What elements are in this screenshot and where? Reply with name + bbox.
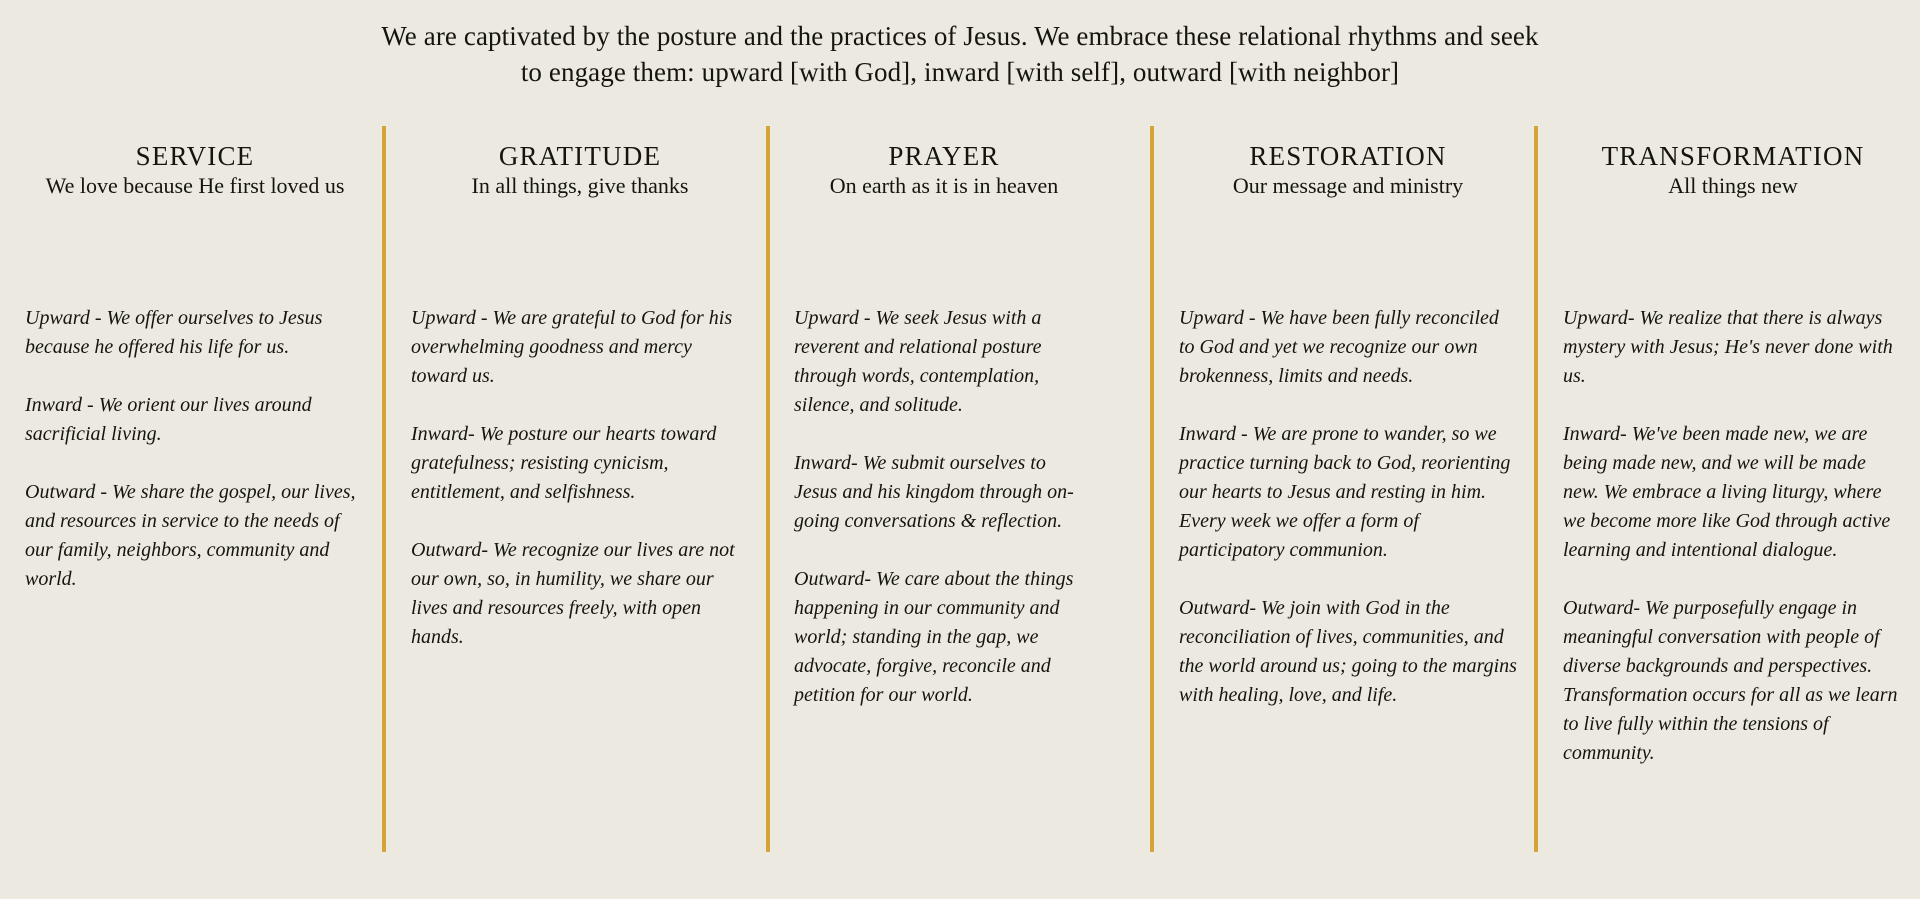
intro-line-1: We are captivated by the posture and the practices of Jesus. We embrace these relational rhythms and seek	[381, 21, 1539, 51]
column-header	[25, 140, 365, 220]
upward-text: Upward - We seek Jesus with a reverent and relational posture through words, contemplation, silence, and solitude.	[794, 307, 1042, 416]
practices-columns	[0, 126, 1920, 852]
column-title: GRATITUDE	[498, 141, 662, 171]
column-body	[1179, 304, 1517, 710]
column-divider	[766, 126, 770, 852]
column-header	[1179, 140, 1517, 220]
column-tagline: On earth as it is in heaven	[829, 173, 1059, 198]
outward-text: Outward- We join with God in the reconciliation of lives, communities, and the world around us; going to the margins with healing, love, and life.	[1179, 597, 1517, 706]
outward-text: Outward- We purposefully engage in meaningful conversation with people of diverse backgrounds and perspectives. Transformation occurs for all as we learn to live fully within the tensions of community.	[1563, 597, 1898, 764]
upward-text: Upward - We are grateful to God for his overwhelming goodness and mercy toward us.	[411, 307, 733, 387]
upward-text: Upward - We have been fully reconciled to God and yet we recognize our own brokenness, limits and needs.	[1179, 307, 1499, 387]
outward-text: Outward- We care about the things happening in our community and world; standing in the gap, we advocate, forgive, reconcile and petition for our world.	[794, 568, 1074, 706]
column-body	[794, 304, 1094, 710]
intro-statement	[300, 18, 1620, 90]
upward-text: Upward - We offer ourselves to Jesus because he offered his life for us.	[25, 307, 323, 358]
column-title: TRANSFORMATION	[1601, 141, 1865, 171]
upward-text: Upward- We realize that there is always mystery with Jesus; He's never done with us.	[1563, 307, 1893, 387]
column-divider	[1534, 126, 1538, 852]
column-body	[411, 304, 749, 652]
inward-text: Inward - We orient our lives around sacrificial living.	[25, 394, 312, 445]
column-tagline: Our message and ministry	[1232, 173, 1464, 198]
column-restoration	[1179, 126, 1517, 739]
column-tagline: In all things, give thanks	[471, 173, 689, 198]
column-header	[411, 140, 749, 220]
column-title: SERVICE	[135, 141, 255, 171]
column-transformation	[1563, 126, 1903, 797]
inward-text: Inward- We posture our hearts toward gratefulness; resisting cynicism, entitlement, and selfishness.	[411, 423, 717, 503]
inward-text: Inward- We've been made new, we are being made new, and we will be made new. We embrace a living liturgy, where we become more like God through active learning and intentional dialogue.	[1563, 423, 1891, 561]
column-tagline: We love because He first loved us	[45, 173, 345, 198]
column-divider	[1150, 126, 1154, 852]
column-body	[1563, 304, 1903, 768]
column-title: RESTORATION	[1249, 141, 1447, 171]
column-header	[780, 140, 1108, 220]
column-tagline: All things new	[1668, 173, 1798, 198]
column-title: PRAYER	[888, 141, 1000, 171]
column-prayer	[794, 126, 1094, 739]
outward-text: Outward - We share the gospel, our lives, and resources in service to the needs of our family, neighbors, community and world.	[25, 481, 356, 590]
intro-line-2: to engage them: upward [with God], inward [with self], outward [with neighbor]	[520, 57, 1400, 87]
column-divider	[382, 126, 386, 852]
inward-text: Inward- We submit ourselves to Jesus and his kingdom through on-going conversations & reflection.	[794, 452, 1074, 532]
column-gratitude	[411, 126, 749, 681]
column-service	[25, 126, 365, 623]
column-body	[25, 304, 365, 594]
column-header	[1563, 140, 1903, 220]
inward-text: Inward - We are prone to wander, so we practice turning back to God, reorienting our hearts to Jesus and resting in him. Every week we offer a form of participatory communion.	[1179, 423, 1511, 561]
outward-text: Outward- We recognize our lives are not our own, so, in humility, we share our lives and resources freely, with open hands.	[411, 539, 735, 648]
